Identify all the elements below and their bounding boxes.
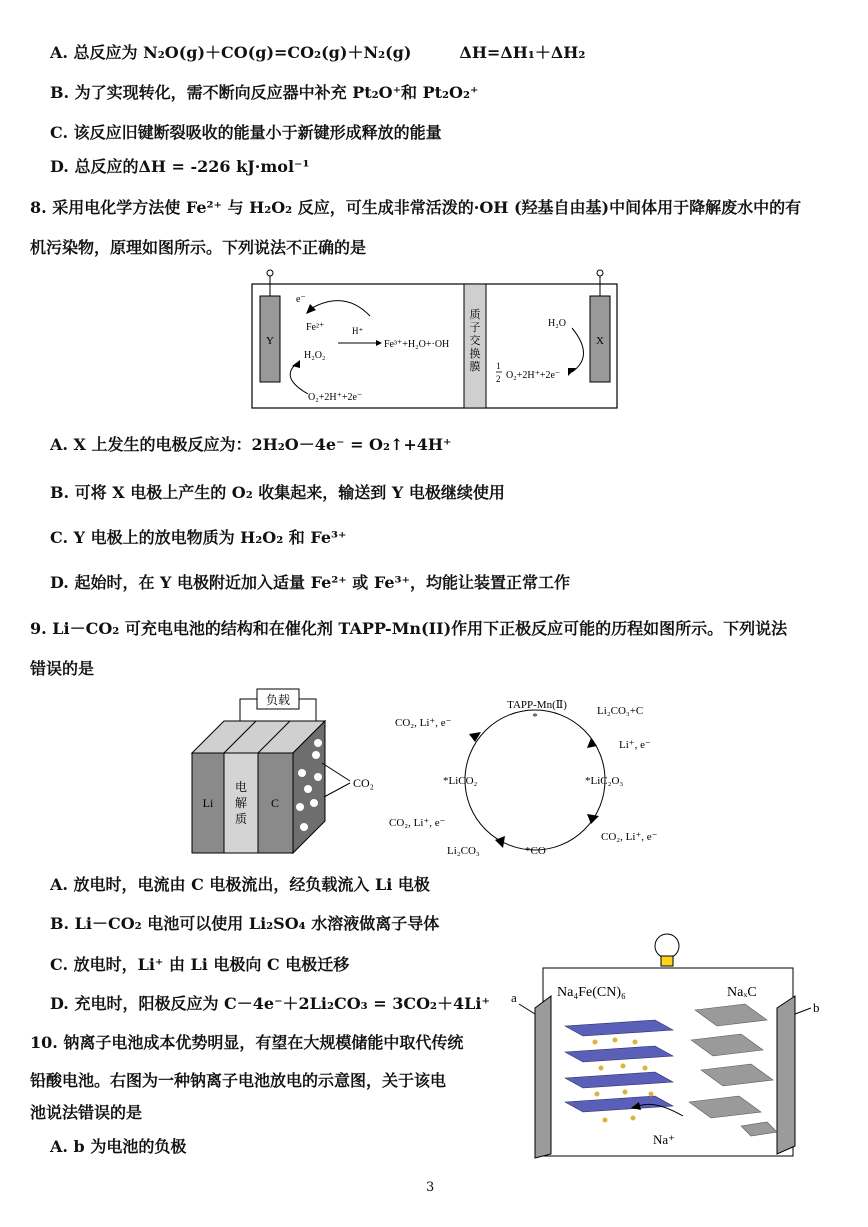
q8-option-d: D. 起始时，在 Y 电极附近加入适量 Fe²⁺ 或 Fe³⁺，均能让装置正常工作 — [50, 573, 570, 592]
svg-text:Li: Li — [202, 796, 214, 810]
electrode-b — [777, 996, 795, 1154]
sodium-ion-battery-diagram — [505, 930, 835, 1160]
svg-text:Na⁺: Na⁺ — [653, 1132, 676, 1147]
electrode-a — [535, 996, 551, 1158]
svg-text:O₂+2H⁺+2e⁻: O₂+2H⁺+2e⁻ — [506, 370, 561, 381]
svg-text:TAPP-Mn(Ⅱ): TAPP-Mn(Ⅱ) — [507, 699, 567, 711]
catalytic-cycle-diagram — [385, 690, 690, 858]
q9-option-c: C. 放电时，Li⁺ 由 Li 电极向 C 电极迁移 — [50, 955, 350, 974]
svg-text:H⁺: H⁺ — [352, 326, 364, 336]
svg-text:Fe³⁺+H₂O+·OH: Fe³⁺+H₂O+·OH — [384, 339, 450, 350]
svg-text:H₂O: H₂O — [548, 318, 566, 329]
q8-stem-line1: 8. 采用电化学方法使 Fe²⁺ 与 H₂O₂ 反应，可生成非常活泼的·OH (羟基自由基)中间体用于降解废水中的有 — [30, 198, 802, 217]
svg-text:膜: 膜 — [469, 361, 481, 373]
svg-text:质: 质 — [469, 309, 481, 321]
svg-text:质: 质 — [234, 812, 248, 826]
svg-text:NaₓC: NaₓC — [727, 985, 757, 1000]
page-number: 3 — [426, 1180, 435, 1195]
label-y: Y — [266, 335, 274, 347]
q10-stem-line2: 铅酸电池。右图为一种钠离子电池放电的示意图，关于该电 — [30, 1071, 447, 1090]
svg-text:CO₂, Li⁺, e⁻: CO₂, Li⁺, e⁻ — [601, 831, 658, 843]
q10-stem-line1: 10. 钠离子电池成本优势明显，有望在大规模储能中取代传统 — [30, 1033, 464, 1052]
svg-text:2: 2 — [496, 374, 501, 384]
q7-option-c: C. 该反应旧键断裂吸收的能量小于新键形成释放的能量 — [50, 123, 442, 142]
svg-text:*LiC₂O₃: *LiC₂O₃ — [585, 775, 624, 787]
svg-text:Na₄Fe(CN)₆: Na₄Fe(CN)₆ — [557, 985, 626, 1000]
svg-text:O₂+2H⁺+2e⁻: O₂+2H⁺+2e⁻ — [308, 392, 363, 403]
svg-text:a: a — [511, 990, 517, 1005]
q8-option-b: B. 可将 X 电极上产生的 O₂ 收集起来，输送到 Y 电极继续使用 — [50, 483, 505, 502]
q7-option-a: A. 总反应为 N₂O(g)＋CO(g)=CO₂(g)＋N₂(g) ΔH=ΔH₁＋ΔH₂ — [50, 43, 586, 62]
q9-stem-line1: 9. Li－CO₂ 可充电电池的结构和在催化剂 TAPP-Mn(II)作用下正极反应可能的历程如图所示。下列说法 — [30, 619, 788, 638]
svg-text:*CO: *CO — [525, 845, 546, 857]
svg-text:*LiCO₂: *LiCO₂ — [443, 775, 478, 787]
q9-option-b: B. Li－CO₂ 电池可以使用 Li₂SO₄ 水溶液做离子导体 — [50, 914, 440, 933]
q8-electrolysis-diagram — [250, 268, 620, 413]
q7-option-b: B. 为了实现转化，需不断向反应器中补充 Pt₂O⁺和 Pt₂O₂⁺ — [50, 83, 479, 102]
svg-text:CO₂, Li⁺, e⁻: CO₂, Li⁺, e⁻ — [395, 717, 452, 729]
svg-text:交: 交 — [469, 335, 481, 347]
q8-option-c: C. Y 电极上的放电物质为 H₂O₂ 和 Fe³⁺ — [50, 528, 347, 547]
q8-option-a: A. X 上发生的电极反应为：2H₂O－4e⁻ = O₂↑+4H⁺ — [50, 435, 452, 454]
q9-option-a: A. 放电时，电流由 C 电极流出，经负载流入 Li 电极 — [50, 875, 430, 894]
svg-text:1: 1 — [496, 361, 501, 371]
svg-text:电: 电 — [234, 780, 248, 794]
svg-text:换: 换 — [469, 348, 481, 360]
label-x: X — [596, 335, 604, 347]
q8-stem-line2: 机污染物，原理如图所示。下列说法不正确的是 — [30, 238, 367, 257]
svg-text:Li₂CO₃: Li₂CO₃ — [447, 845, 480, 857]
svg-text:*: * — [532, 711, 538, 723]
svg-text:H₂O₂: H₂O₂ — [304, 350, 326, 361]
svg-text:CO₂: CO₂ — [353, 776, 374, 790]
li-co2-battery-diagram — [190, 685, 390, 857]
svg-text:C: C — [270, 796, 280, 810]
q9-option-d: D. 充电时，阳极反应为 C－4e⁻＋2Li₂CO₃ = 3CO₂＋4Li⁺ — [50, 994, 490, 1013]
q10-stem-line3: 池说法错误的是 — [30, 1103, 143, 1122]
svg-text:Li₂CO₃+C: Li₂CO₃+C — [597, 705, 644, 717]
q7-option-d: D. 总反应的ΔH = -226 kJ·mol⁻¹ — [50, 157, 310, 176]
light-bulb-icon — [655, 934, 679, 958]
svg-text:子: 子 — [469, 322, 481, 334]
svg-text:解: 解 — [234, 796, 248, 810]
svg-text:b: b — [813, 1000, 820, 1015]
q10-option-a: A. b 为电池的负极 — [50, 1137, 187, 1156]
svg-text:e⁻: e⁻ — [296, 294, 306, 305]
svg-text:Fe²⁺: Fe²⁺ — [306, 322, 325, 333]
q9-stem-line2: 错误的是 — [30, 659, 95, 678]
svg-text:Li⁺, e⁻: Li⁺, e⁻ — [619, 739, 651, 751]
svg-text:CO₂, Li⁺, e⁻: CO₂, Li⁺, e⁻ — [389, 817, 446, 829]
svg-text:负载: 负载 — [265, 693, 291, 707]
